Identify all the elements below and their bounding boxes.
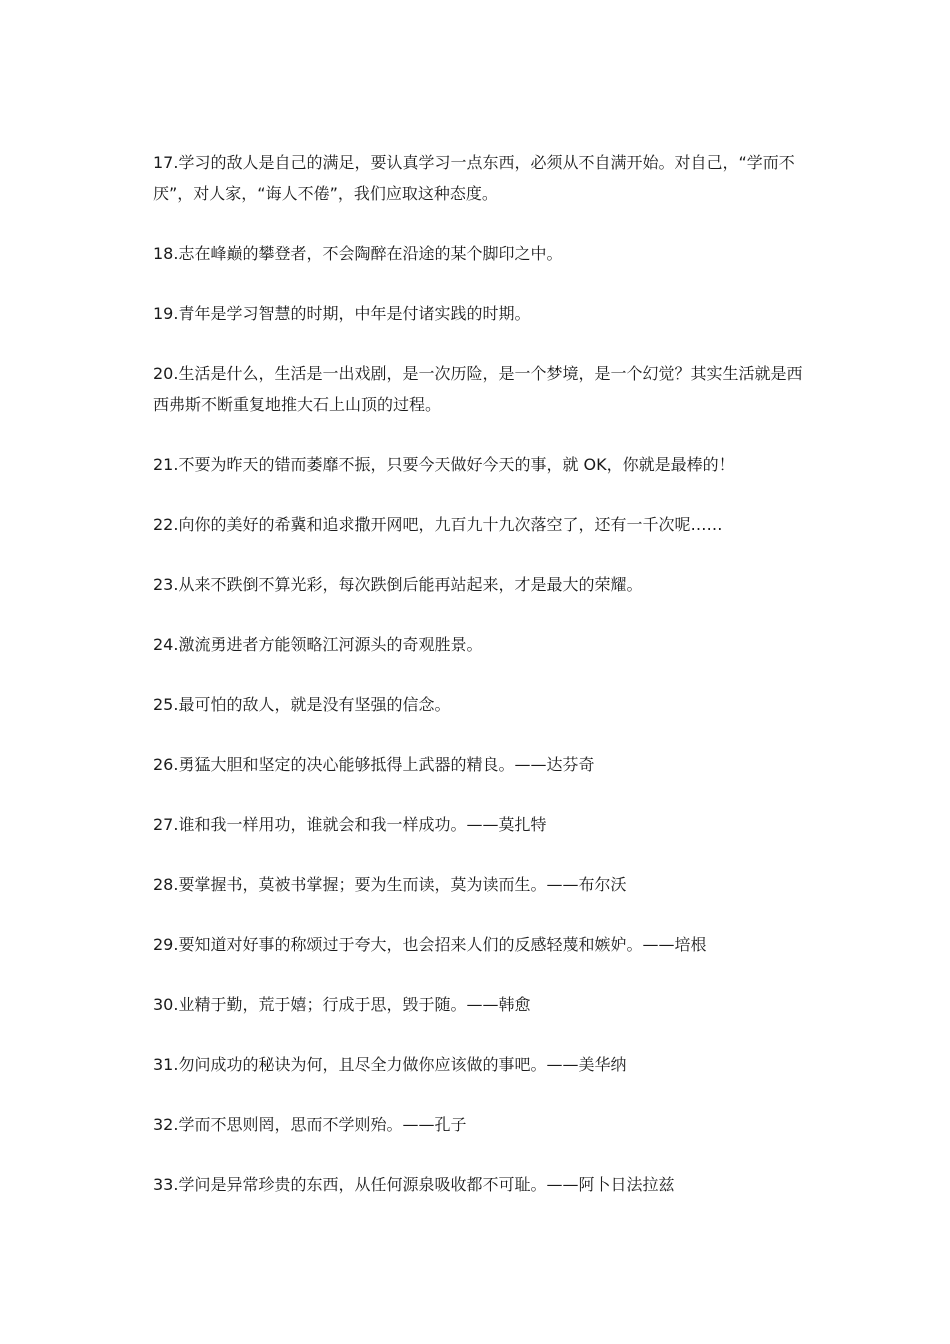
quote-29: 29.要知道对好事的称颂过于夸大，也会招来人们的反感轻蔑和嫉妒。——培根 xyxy=(153,935,707,954)
quote-23: 23.从来不跌倒不算光彩，每次跌倒后能再站起来，才是最大的荣耀。 xyxy=(153,575,643,594)
quote-18: 18.志在峰巅的攀登者，不会陶醉在沿途的某个脚印之中。 xyxy=(153,244,563,263)
quote-31: 31.勿问成功的秘诀为何，且尽全力做你应该做的事吧。——美华纳 xyxy=(153,1055,627,1074)
quote-22: 22.向你的美好的希冀和追求撒开网吧，九百九十九次落空了，还有一千次呢…… xyxy=(153,515,723,534)
quote-24: 24.激流勇进者方能领略江河源头的奇观胜景。 xyxy=(153,635,483,654)
quote-32: 32.学而不思则罔，思而不学则殆。——孔子 xyxy=(153,1115,467,1134)
quote-27: 27.谁和我一样用功，谁就会和我一样成功。——莫扎特 xyxy=(153,815,547,834)
quote-28: 28.要掌握书，莫被书掌握；要为生而读，莫为读而生。——布尔沃 xyxy=(153,875,627,894)
quote-17: 17.学习的敌人是自己的满足，要认真学习一点东西，必须从不自满开始。对自己，“学而不厌”，对人家，“诲人不倦”，我们应取这种态度。 xyxy=(153,153,795,203)
quote-20: 20.生活是什么，生活是一出戏剧，是一次历险，是一个梦境，是一个幻觉？其实生活就是西西弗斯不断重复地推大石上山顶的过程。 xyxy=(153,364,803,414)
quote-19: 19.青年是学习智慧的时期，中年是付诸实践的时期。 xyxy=(153,304,531,323)
quote-25: 25.最可怕的敌人，就是没有坚强的信念。 xyxy=(153,695,451,714)
quote-26: 26.勇猛大胆和坚定的决心能够抵得上武器的精良。——达芬奇 xyxy=(153,755,595,774)
quote-21: 21.不要为昨天的错而萎靡不振，只要今天做好今天的事，就 OK，你就是最棒的！ xyxy=(153,455,735,474)
quote-30: 30.业精于勤，荒于嬉；行成于思，毁于随。——韩愈 xyxy=(153,995,531,1014)
quote-33: 33.学问是异常珍贵的东西，从任何源泉吸收都不可耻。——阿卜日法拉兹 xyxy=(153,1175,675,1194)
document-body xyxy=(153,147,803,1200)
